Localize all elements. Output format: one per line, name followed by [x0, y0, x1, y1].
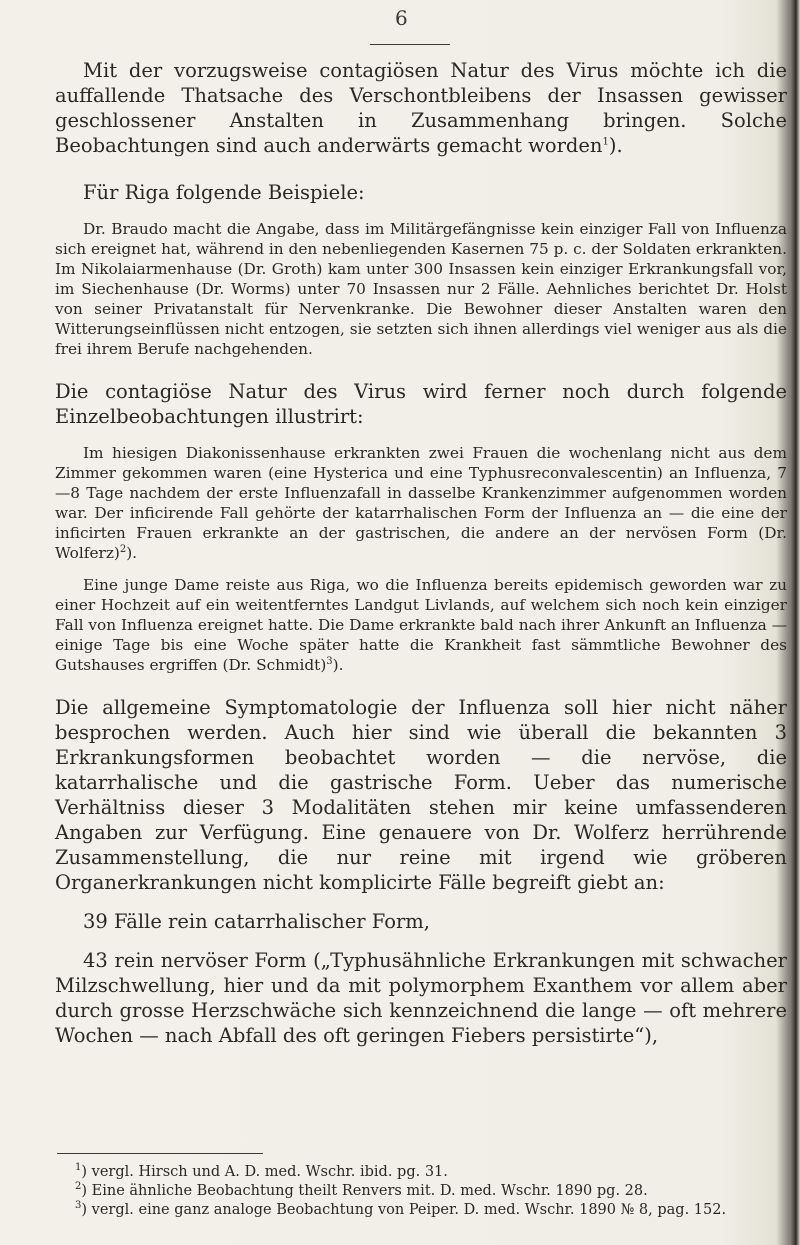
paragraph-8: 39 Fälle rein catarrhalischer Form, [83, 910, 430, 933]
footnote-2: $^2$) Eine ähnliche Beobachtung theilt Renvers mit. D. med. Wschr. 1890 pg. 28. [75, 1181, 648, 1199]
footnote-ref-1: 1 [602, 136, 609, 148]
header-rule [370, 44, 450, 45]
footnote-ref-3: 3 [326, 655, 333, 667]
page-edge-shadow [790, 0, 800, 1245]
paragraph-2: Für Riga folgende Beispiele: [83, 181, 365, 204]
paragraph-9: 43 rein nervöser Form („Typhusähnliche Erkrankungen mit schwacher Milzschwellung, hier und da mit polymorphem Exanthem vor allem aber durch grosse Herzschwäche sich kennzeichnend die lange — oft mehrere Wochen — nach Abfall des oft geringen Fiebers persistirte“), [55, 949, 787, 1047]
paragraph-7: Die allgemeine Symptomatologie der Influenza soll hier nicht näher besprochen werden. Auch hier sind wie überall die bekannten 3 Erkrankungsformen beobachtet worden — die nervöse, die katarrhalische und die gastrische Form. Ueber das numerische Verhältniss dieser 3 Modalitäten stehen mir keine umfassenderen Angaben zur Verfügung. Eine genauere von Dr. Wolferz herrührende Zusammenstellung, die nur reine mit irgend wie gröberen Organerkrankungen nicht komplicirte Fälle begreift giebt an: [55, 696, 787, 894]
paragraph-5: Im hiesigen Diakonissenhause erkrankten zwei Frauen die wochenlang nicht aus dem Zimmer gekommen waren (eine Hysterica und eine Typhusreconvalescentin) an Influenza, 7—8 Tage nachdem der erste Influenzafall in dasselbe Krankenzimmer aufgenommen worden war. Der inficirende Fall gehörte der katarrhalischen Form der Influenza an — die eine der inficirten Frauen erkrankte an der gastrischen, die andere an der nervösen Form (Dr. Wolferz)$^2$). [55, 444, 787, 562]
paragraph-1: Mit der vorzugsweise contagiösen Natur des Virus möchte ich die auffallende Thatsache des Verschontbleibens der Insassen gewisser geschlossener Anstalten in Zusammenhang bringen. Solche Beobachtungen sind auch anderwärts gemacht worden$^1$). [55, 59, 787, 157]
paragraph-4: Die contagiöse Natur des Virus wird ferner noch durch folgende Einzelbeobachtungen illustrirt: [55, 380, 787, 428]
paragraph-3: Dr. Braudo macht die Angabe, dass im Militärgefängnisse kein einziger Fall von Influenza sich ereignet hat, während in den nebenliegenden Kasernen 75 p. c. der Soldaten erkrankten. Im Nikolaiarmenhause (Dr. Groth) kam unter 300 Insassen kein einziger Erkrankungsfall vor, im Siechenhause (Dr. Worms) unter 70 Insassen nur 2 Fälle. Aehnliches berichtet Dr. Holst von seiner Privatanstalt für Nervenkranke. Die Bewohner dieser Anstalten waren den Witterungseinflüssen nicht entzogen, sie setzten sich ihnen allerdings viel weniger aus als die frei ihrem Berufe nachgehenden. [55, 220, 787, 358]
footnote-ref-2: 2 [119, 543, 127, 555]
footnote-1: $^1$) vergl. Hirsch und A. D. med. Wschr. ibid. pg. 31. [75, 1162, 448, 1180]
body-text [55, 58, 787, 1048]
page-number: 6 [395, 6, 408, 30]
paragraph-6: Eine junge Dame reiste aus Riga, wo die Influenza bereits epidemisch geworden war zu einer Hochzeit auf ein weitentferntes Landgut Livlands, auf welchem sich noch kein einziger Fall von Influenza ereignet hatte. Die Dame erkrankte bald nach ihrer Ankunft an Influenza — einige Tage bis eine Woche später hatte die Krankheit fast sämmtliche Bewohner des Gutshauses ergriffen (Dr. Schmidt)$^3$). [55, 576, 787, 674]
footnote-rule [57, 1153, 263, 1154]
footnote-3: $^3$) vergl. eine ganz analoge Beobachtung von Peiper. D. med. Wschr. 1890 № 8, pag. 152. [75, 1200, 727, 1218]
footnotes [57, 1163, 782, 1220]
